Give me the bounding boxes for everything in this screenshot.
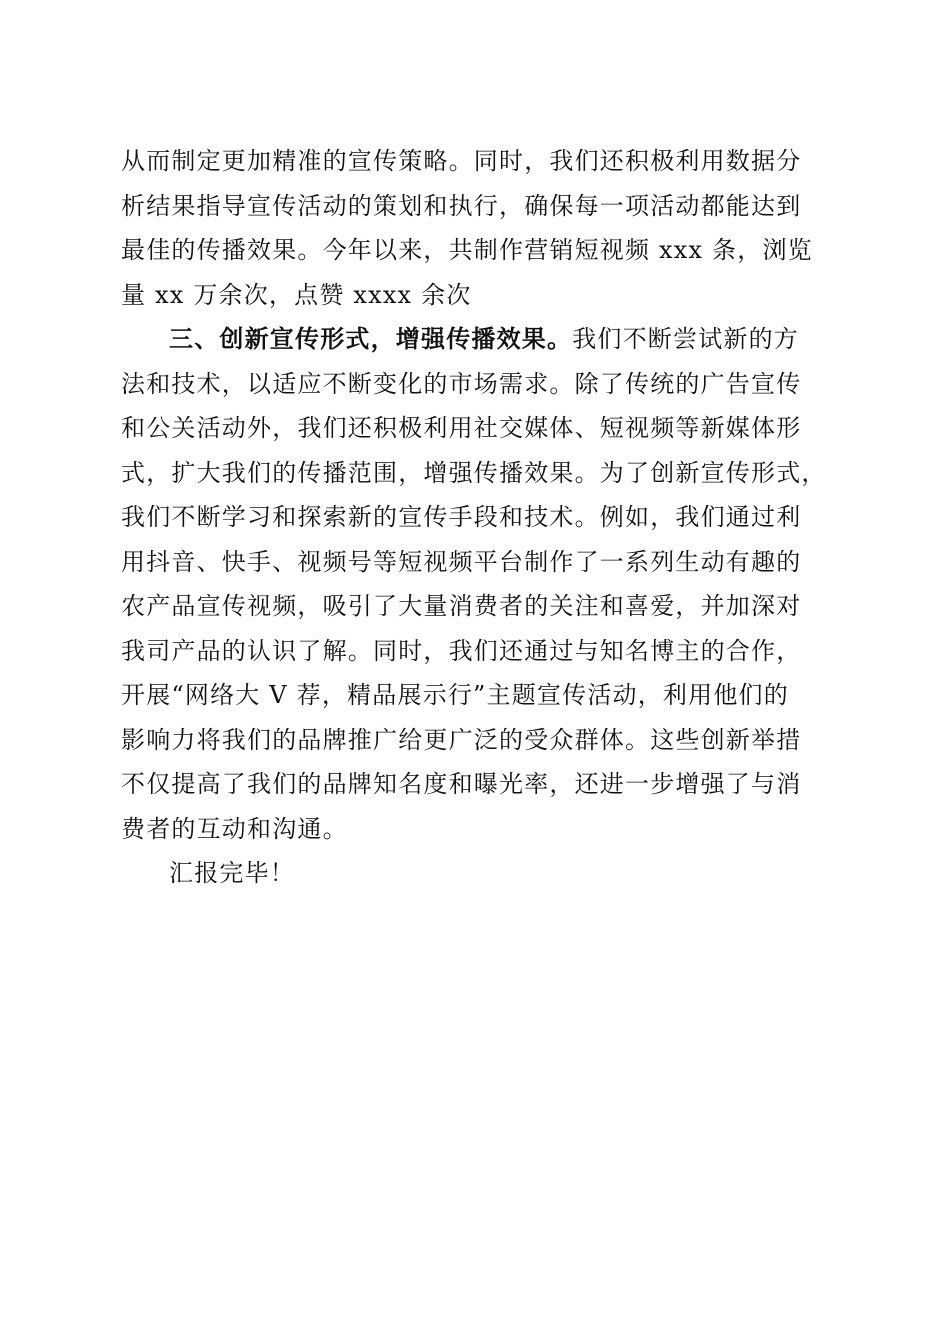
paragraph-data-analysis — [121, 139, 833, 317]
text-line: 费者的互动和沟通。 — [121, 814, 348, 843]
text-line: 式，扩大我们的传播范围，增强传播效果。为了创新宣传形式， — [121, 458, 827, 487]
closing-line: 汇报完毕！ — [169, 859, 295, 887]
text-line: 不仅提高了我们的品牌知名度和曝光率，还进一步增强了与消 — [121, 770, 802, 798]
text-line: 析结果指导宣传活动的策划和执行，确保每一项活动都能达到 — [121, 191, 802, 220]
paragraph-closing — [121, 851, 833, 896]
text-line: 法和技术，以适应不断变化的市场需求。除了传统的广告宣传 — [121, 369, 802, 398]
text-line: 影响力将我们的品牌推广给更广泛的受众群体。这些创新举措 — [121, 725, 802, 754]
text-line: 用抖音、快手、视频号等短视频平台制作了一系列生动有趣的 — [121, 547, 802, 576]
document-body — [121, 139, 833, 896]
text-line: 和公关活动外，我们还积极利用社交媒体、短视频等新媒体形 — [121, 414, 802, 442]
section-3-first-line — [121, 317, 833, 362]
section-3-heading: 三、创新宣传形式，增强传播效果。 — [169, 325, 573, 353]
text-line: 开展“网络大 V 荐，精品展示行”主题宣传活动，利用他们的 — [121, 681, 789, 709]
text-line: 农产品宣传视频，吸引了大量消费者的关注和喜爱，并加深对 — [121, 592, 802, 620]
text-line: 我司产品的认识了解。同时，我们还通过与知名博主的合作， — [121, 636, 802, 665]
text-line: 最佳的传播效果。今年以来，共制作营销短视频 xxx 条，浏览 — [121, 236, 813, 264]
paragraph-section-3 — [121, 317, 833, 851]
section-3-heading-continuation: 我们不断尝试新的方 — [572, 325, 800, 353]
text-line: 我们不断学习和探索新的宣传手段和技术。例如，我们通过利 — [121, 503, 802, 531]
text-line: 量 xx 万余次，点赞 xxxx 余次 — [121, 280, 472, 309]
text-line: 从而制定更加精准的宣传策略。同时，我们还积极利用数据分 — [121, 147, 802, 175]
